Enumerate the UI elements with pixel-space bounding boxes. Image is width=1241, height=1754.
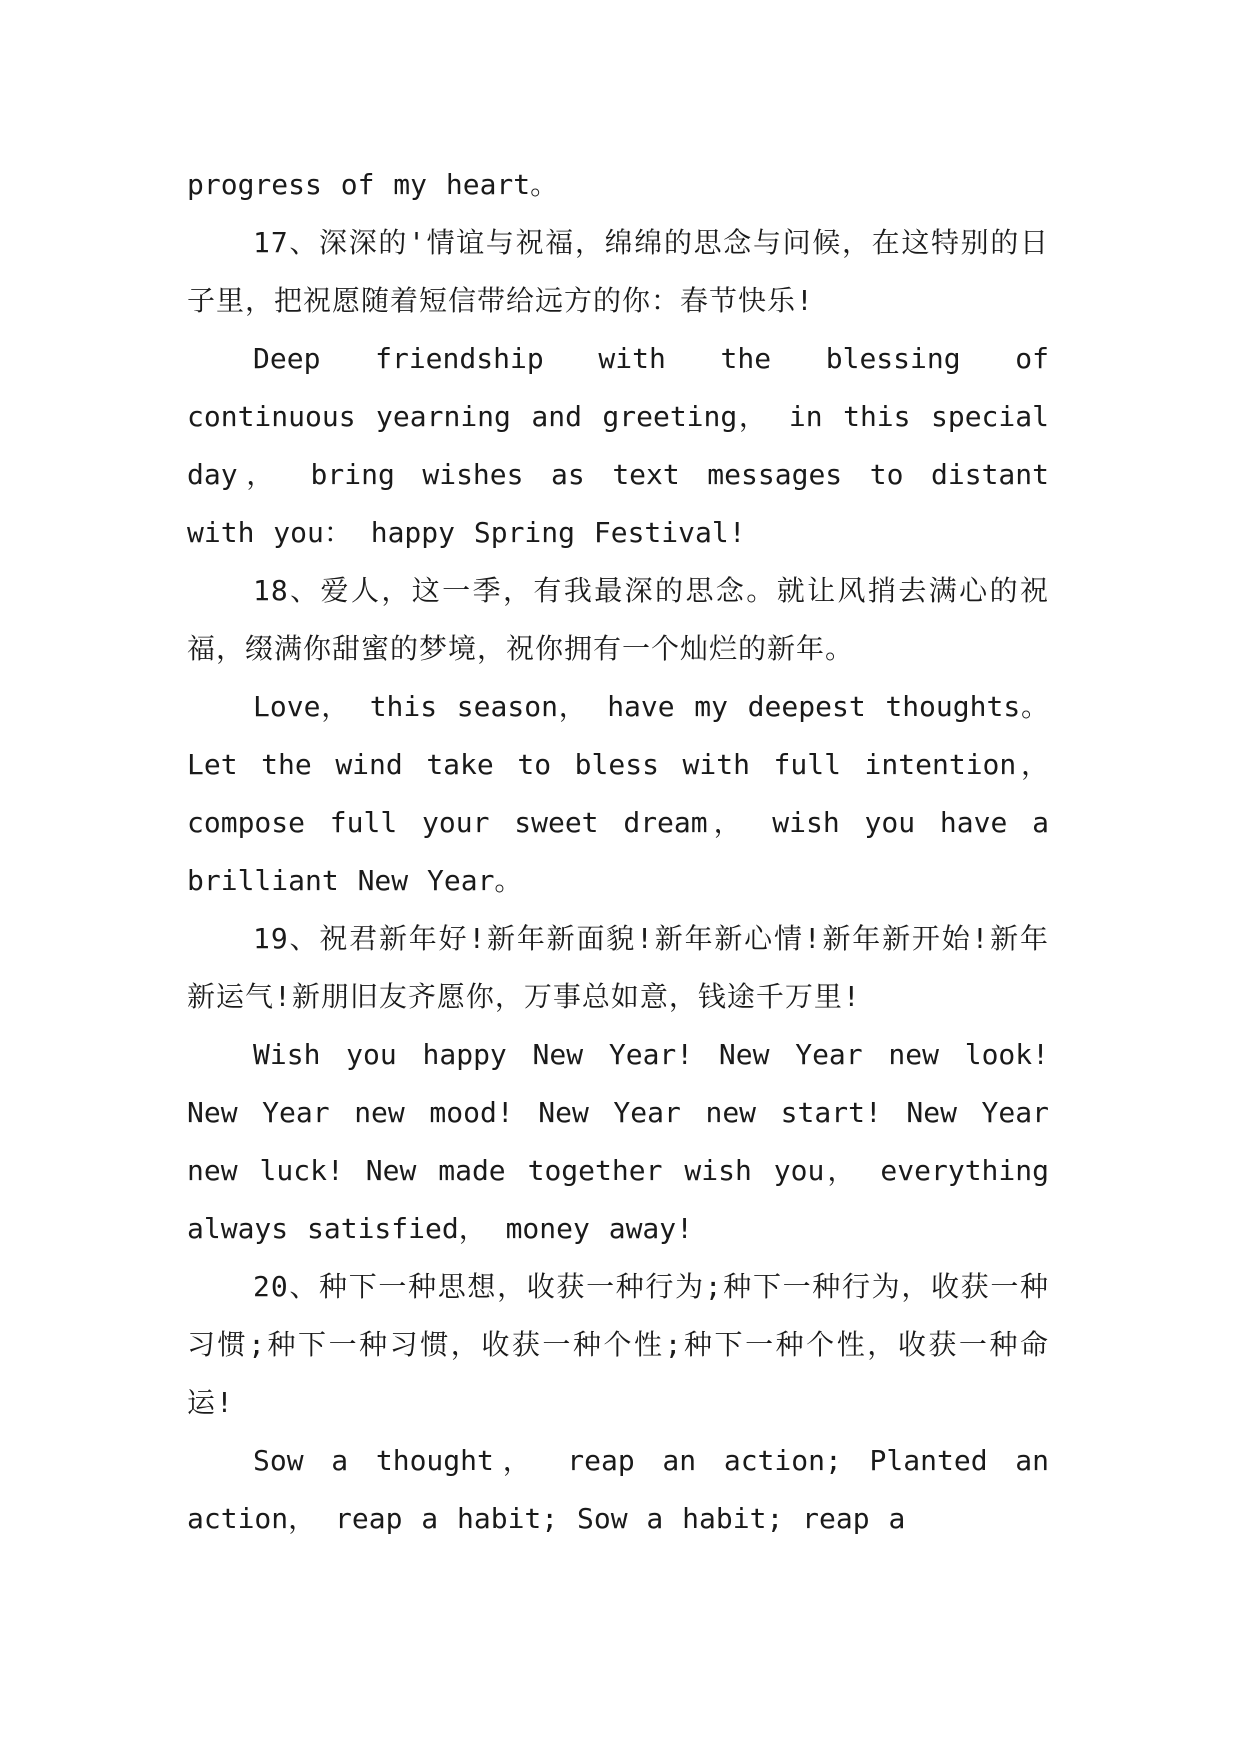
paragraph-18-english: Love， this season， have my deepest thoughts。 Let the wind take to bless with full intention， compose full your sweet dream， wish you have a brilliant New Year。 (187, 690, 1049, 897)
paragraph-20-english: Sow a thought， reap an action; Planted an action， reap a habit; Sow a habit; reap a (187, 1444, 1049, 1535)
paragraph-17-english: Deep friendship with the blessing of continuous yearning and greeting， in this special day， bring wishes as text messages to distant with you： happy Spring Festival! (187, 342, 1049, 549)
paragraph-20-chinese: 20、种下一种思想，收获一种行为;种下一种行为，收获一种习惯;种下一种习惯，收获一种个性;种下一种个性，收获一种命运! (187, 1270, 1049, 1419)
paragraph-continuation: progress of my heart。 (187, 168, 559, 201)
paragraph-19-english: Wish you happy New Year! New Year new look! New Year new mood! New Year new start! New Year new luck! New made together wish you， everything always satisfied， money away! (187, 1038, 1049, 1245)
paragraph-18-chinese: 18、爱人，这一季，有我最深的思念。就让风捎去满心的祝福，缀满你甜蜜的梦境，祝你拥有一个灿烂的新年。 (187, 574, 1049, 665)
paragraph-19-chinese: 19、祝君新年好!新年新面貌!新年新心情!新年新开始!新年新运气!新朋旧友齐愿你，万事总如意，钱途千万里! (187, 922, 1049, 1013)
paragraph-17-chinese: 17、深深的'情谊与祝福，绵绵的思念与问候，在这特别的日子里，把祝愿随着短信带给远方的你：春节快乐! (187, 226, 1049, 317)
document-body (187, 156, 1049, 1548)
